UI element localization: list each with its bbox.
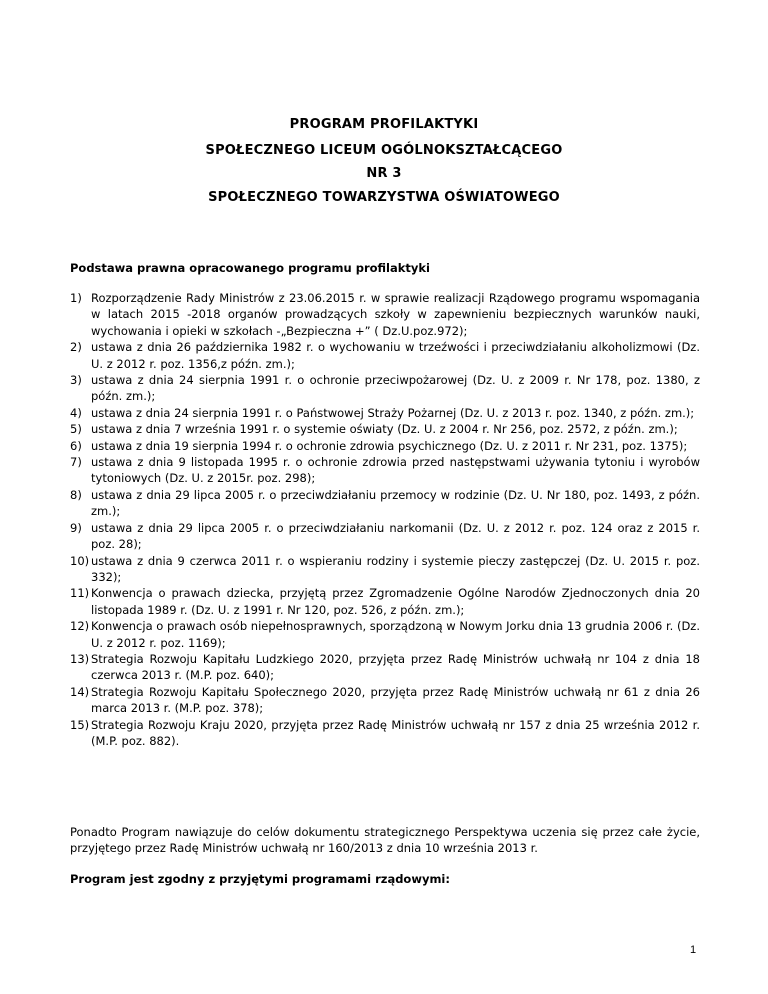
list-item-text: Strategia Rozwoju Kraju 2020, przyjęta przez Radę Ministrów uchwałą nr 157 z dnia 25 września 2012 r. (M.P. poz. 882). <box>91 717 700 748</box>
list-item <box>70 487 700 520</box>
list-item-text: Strategia Rozwoju Kapitału Ludzkiego 2020, przyjęta przez Radę Ministrów uchwałą nr 104 z dnia 18 czerwca 2013 r. (M.P. poz. 640); <box>91 651 700 683</box>
title-line-2: SPOŁECZNEGO LICEUM OGÓLNOKSZTAŁCĄCEGO <box>205 143 563 158</box>
list-item <box>70 421 700 437</box>
list-item-number: 15) <box>70 717 90 732</box>
title-line-3: NR 3 <box>366 166 402 181</box>
list-item <box>70 405 700 421</box>
list-item <box>70 585 700 618</box>
list-item <box>70 454 700 487</box>
title-line-4: SPOŁECZNEGO TOWARZYSTWA OŚWIATOWEGO <box>208 190 560 205</box>
list-item-number: 2) <box>70 340 82 355</box>
list-item <box>70 553 700 586</box>
list-item-text: ustawa z dnia 24 sierpnia 1991 r. o Państwowej Straży Pożarnej (Dz. U. z 2013 r. poz. 1340, z późn. zm.); <box>91 405 695 420</box>
list-item-number: 1) <box>70 291 82 305</box>
list-item-number: 12) <box>70 619 90 634</box>
list-item-text: ustawa z dnia 9 czerwca 2011 r. o wspieraniu rodziny i systemie pieczy zastępczej (Dz. U. 2015 r. poz. 332); <box>91 553 700 584</box>
list-item-text: Strategia Rozwoju Kapitału Społecznego 2020, przyjęta przez Radę Ministrów uchwałą nr 61 z dnia 26 marca 2013 r. (M.P. poz. 378); <box>91 684 700 716</box>
list-item <box>70 684 700 717</box>
list-item-text: Konwencja o prawach osób niepełnosprawnych, sporządzoną w Nowym Jorku dnia 13 grudnia 2006 r. (Dz. U. z 2012 r. poz. 1169); <box>91 619 700 650</box>
list-item-number: 8) <box>70 487 82 502</box>
list-item-number: 9) <box>70 520 82 535</box>
list-item-number: 6) <box>70 438 82 453</box>
list-item-text: ustawa z dnia 24 sierpnia 1991 r. o ochronie przeciwpożarowej (Dz. U. z 2009 r. Nr 178, poz. 1380, z późn. zm.); <box>91 373 700 404</box>
list-item-text: ustawa z dnia 26 października 1982 r. o wychowaniu w trzeźwości i przeciwdziałaniu alkoholizmowi (Dz. U. z 2012 r. poz. 1356,z późn. zm.); <box>91 340 700 371</box>
list-item-number: 4) <box>70 405 82 420</box>
list-item-number: 5) <box>70 422 82 437</box>
section-heading-2: Program jest zgodny z przyjętymi programami rządowymi: <box>70 872 450 886</box>
list-item-number: 10) <box>70 553 90 568</box>
list-item <box>70 372 700 405</box>
page-number: 1 <box>690 944 697 956</box>
list-item-text: Rozporządzenie Rady Ministrów z 23.06.2015 r. w sprawie realizacji Rządowego programu wspomagania w latach 2015 -2018 organów prowadzących szkoły w zapewnieniu bezpiecznych warunków nauki, wychowania i opieki w szkołach -„Bezpieczna +” ( Dz.U.poz.972); <box>91 291 700 338</box>
title-line-1: PROGRAM PROFILAKTYKI <box>289 117 479 132</box>
list-item <box>70 290 700 339</box>
list-item-number: 13) <box>70 651 90 666</box>
list-item-text: ustawa z dnia 29 lipca 2005 r. o przeciwdziałaniu narkomanii (Dz. U. z 2012 r. poz. 124 oraz z 2015 r. poz. 28); <box>91 520 700 552</box>
list-item <box>70 438 700 454</box>
list-item <box>70 618 700 651</box>
list-item <box>70 717 700 750</box>
list-item-number: 3) <box>70 373 82 388</box>
list-item-number: 7) <box>70 455 82 470</box>
body-paragraph: Ponadto Program nawiązuje do celów dokumentu strategicznego Perspektywa uczenia się przez całe życie, przyjętego przez Radę Ministrów uchwałą nr 160/2013 z dnia 10 września 2013 r. <box>70 825 700 856</box>
list-item-number: 11) <box>70 586 90 601</box>
list-item <box>70 339 700 372</box>
list-item-text: ustawa z dnia 9 listopada 1995 r. o ochronie zdrowia przed następstwami używania tytoniu i wyrobów tytoniowych (Dz. U. z 2015r. poz. 298); <box>91 455 700 486</box>
list-item-number: 14) <box>70 684 90 699</box>
list-item <box>70 520 700 553</box>
section-heading: Podstawa prawna opracowanego programu profilaktyki <box>70 261 430 275</box>
list-item-text: Konwencja o prawach dziecka, przyjętą przez Zgromadzenie Ogólne Narodów Zjednoczonych dnia 20 listopada 1989 r. (Dz. U. z 1991 r. Nr 120, poz. 526, z późn. zm.); <box>91 586 700 617</box>
list-item-text: ustawa z dnia 29 lipca 2005 r. o przeciwdziałaniu przemocy w rodzinie (Dz. U. Nr 180, poz. 1493, z późn. zm.); <box>91 487 700 519</box>
list-item <box>70 651 700 684</box>
list-item-text: ustawa z dnia 7 września 1991 r. o systemie oświaty (Dz. U. z 2004 r. Nr 256, poz. 2572, z późn. zm.); <box>91 422 678 437</box>
legal-basis-list <box>70 290 700 749</box>
list-item-text: ustawa z dnia 19 sierpnia 1994 r. o ochronie zdrowia psychicznego (Dz. U. z 2011 r. Nr 231, poz. 1375); <box>91 438 688 453</box>
